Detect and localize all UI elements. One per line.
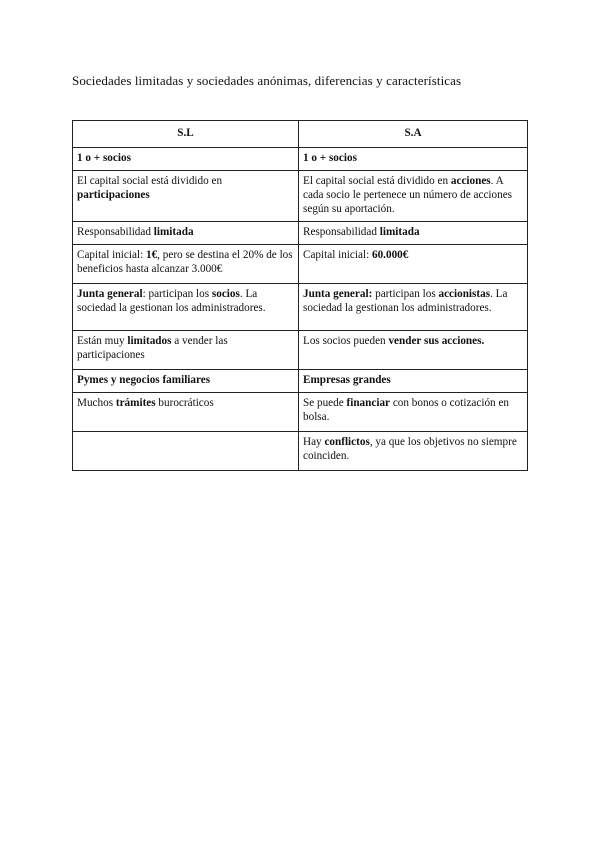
table-body <box>73 148 528 471</box>
cell-text: , ya que los objetivos no siempre coinciden. <box>303 436 517 462</box>
cell-sl <box>73 148 299 171</box>
cell-sl <box>73 245 299 284</box>
cell-text-bold: limitada <box>379 226 420 238</box>
table-row <box>73 432 528 471</box>
cell-text-bold: 60.000€ <box>371 249 409 261</box>
cell-text-bold: financiar <box>346 397 391 409</box>
cell-text: Responsabilidad <box>303 226 380 238</box>
cell-sa <box>299 370 528 393</box>
cell-text-bold: vender sus acciones. <box>388 335 485 347</box>
table-row <box>73 331 528 370</box>
cell-text-bold: conflictos <box>324 436 370 448</box>
cell-text-bold: Junta general: <box>303 288 373 300</box>
cell-sl <box>73 284 299 331</box>
cell-sl <box>73 370 299 393</box>
cell-text-bold: 1 o + socios <box>303 152 357 164</box>
cell-text: Muchos <box>77 397 116 409</box>
cell-sl <box>73 331 299 370</box>
cell-text: a vender las participaciones <box>77 335 228 361</box>
table-row <box>73 222 528 245</box>
cell-text-bold: limitados <box>127 335 172 347</box>
document-title: Sociedades limitadas y sociedades anónimas, diferencias y características <box>72 73 462 88</box>
cell-text-bold: 1€ <box>145 249 158 261</box>
cell-text: Están muy <box>77 335 128 347</box>
cell-text: Responsabilidad <box>77 226 154 238</box>
cell-sa <box>299 432 528 471</box>
cell-text: Capital inicial: <box>303 249 372 261</box>
table-row <box>73 245 528 284</box>
header-sa: S.A <box>299 121 528 148</box>
cell-text-bold: limitada <box>153 226 194 238</box>
cell-text: , pero se destina el 20% de los beneficios hasta alcanzar 3.000€ <box>77 249 293 275</box>
cell-sa <box>299 284 528 331</box>
cell-text: El capital social está dividido en <box>303 175 451 187</box>
table-header-row <box>73 121 528 148</box>
table-row <box>73 171 528 222</box>
header-sl: S.L <box>73 121 299 148</box>
cell-text: con bonos o cotización en bolsa. <box>303 397 510 423</box>
table-row <box>73 148 528 171</box>
cell-sl <box>73 393 299 432</box>
cell-text-bold: 1 o + socios <box>77 152 131 164</box>
cell-text-bold: acciones <box>450 175 491 187</box>
table-row <box>73 370 528 393</box>
cell-text-bold: Pymes y negocios familiares <box>77 374 211 386</box>
table-row <box>73 393 528 432</box>
cell-text-bold: accionistas <box>438 288 491 300</box>
cell-text-bold: participaciones <box>77 189 150 201</box>
cell-sa <box>299 393 528 432</box>
cell-sa <box>299 148 528 171</box>
comparison-table <box>72 120 528 471</box>
cell-sl <box>73 222 299 245</box>
cell-sl <box>73 171 299 222</box>
cell-sa <box>299 222 528 245</box>
cell-sa <box>299 331 528 370</box>
cell-text: Se puede <box>303 397 347 409</box>
cell-text: Los socios pueden <box>303 335 389 347</box>
cell-text-bold: socios <box>211 288 240 300</box>
cell-text-bold: Empresas grandes <box>303 374 391 386</box>
cell-text-bold: Junta general <box>77 288 143 300</box>
table-row <box>73 284 528 331</box>
cell-sl <box>73 432 299 471</box>
cell-text: . La sociedad la gestionan los administradores. <box>303 288 508 314</box>
cell-sa <box>299 245 528 284</box>
cell-text: . A cada socio le pertenece un número de acciones según su aportación. <box>303 175 513 215</box>
cell-text: Capital inicial: <box>77 249 146 261</box>
cell-text-bold: trámites <box>115 397 156 409</box>
cell-text: Hay <box>303 436 325 448</box>
cell-text: participan los <box>372 288 439 300</box>
cell-text: . La sociedad la gestionan los administradores. <box>77 288 266 314</box>
cell-sa <box>299 171 528 222</box>
cell-text: burocráticos <box>155 397 214 409</box>
cell-text: El capital social está dividido en <box>77 175 223 187</box>
cell-text: : participan los <box>142 288 212 300</box>
